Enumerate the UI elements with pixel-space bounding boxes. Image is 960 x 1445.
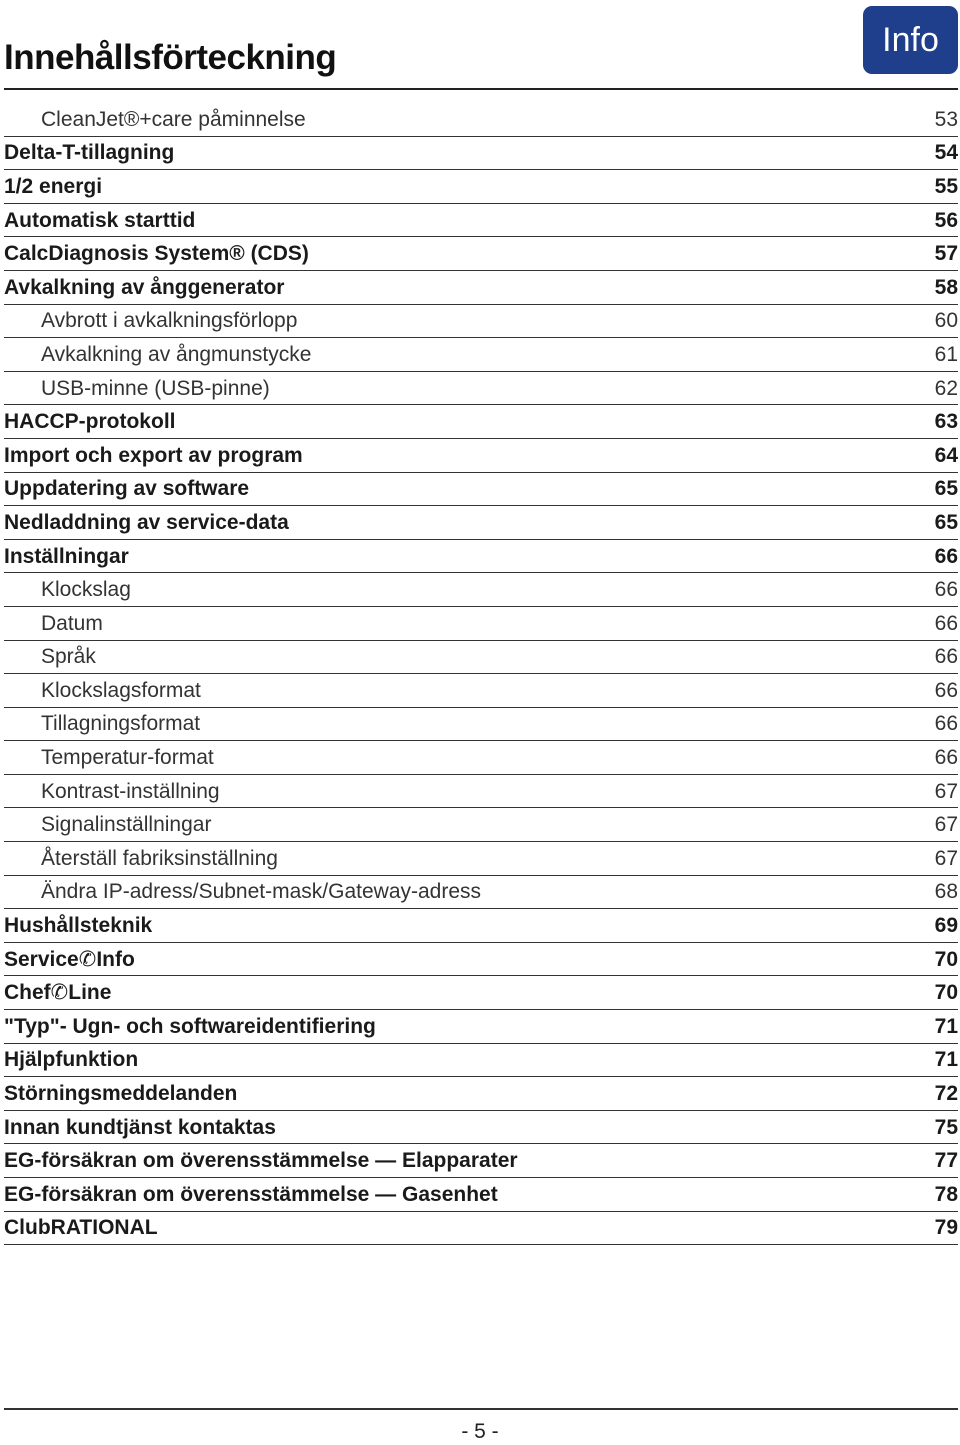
toc-entry-title: Delta-T-tillagning <box>4 141 175 165</box>
toc-entry-title: Chef✆Line <box>4 981 112 1005</box>
toc-entry[interactable] <box>4 573 958 607</box>
info-badge: Info <box>863 6 958 74</box>
toc-entry[interactable] <box>4 271 958 305</box>
toc-entry-page: 66 <box>934 611 958 635</box>
page-number: - 5 - <box>461 1420 499 1443</box>
toc-entry-page: 57 <box>934 242 958 266</box>
toc-entry-page: 67 <box>934 779 958 803</box>
toc-entry-title: Hjälpfunktion <box>4 1048 139 1072</box>
toc-entry-page: 67 <box>934 846 958 870</box>
toc-entry-page: 65 <box>934 510 958 534</box>
toc-entry-title: Inställningar <box>4 544 129 568</box>
toc-entry[interactable] <box>4 775 958 809</box>
toc-entry-page: 66 <box>934 678 958 702</box>
toc-entry-page: 66 <box>934 645 958 669</box>
toc-entry[interactable] <box>4 1111 958 1145</box>
toc-entry[interactable] <box>4 237 958 271</box>
toc-entry-title: EG-försäkran om överensstämmelse — Gasenhet <box>4 1182 498 1206</box>
toc-entry[interactable] <box>4 103 958 137</box>
toc-entry[interactable] <box>4 405 958 439</box>
toc-entry-title: Uppdatering av software <box>4 477 250 501</box>
toc-entry-title: Klockslag <box>41 578 131 602</box>
toc-entry-page: 56 <box>934 208 958 232</box>
toc-entry-title: CleanJet®+care påminnelse <box>41 107 306 131</box>
toc-entry[interactable] <box>4 1212 958 1246</box>
toc-entry-title: Signalinställningar <box>41 813 212 837</box>
toc-entry-title: Nedladdning av service-data <box>4 510 289 534</box>
toc-entry-page: 66 <box>934 746 958 770</box>
toc-entry-page: 54 <box>934 141 958 165</box>
toc-entry-title: Kontrast-inställning <box>41 779 220 803</box>
toc-entry-page: 66 <box>934 578 958 602</box>
toc-entry-page: 67 <box>934 813 958 837</box>
toc-entry-title: ClubRATIONAL <box>4 1216 158 1240</box>
toc-entry-title: Temperatur-format <box>41 746 214 770</box>
toc-entry[interactable] <box>4 1178 958 1212</box>
toc-entry[interactable] <box>4 741 958 775</box>
toc-entry[interactable] <box>4 1010 958 1044</box>
toc-entry[interactable] <box>4 137 958 171</box>
toc-entry-title: Tillagningsformat <box>41 712 201 736</box>
toc-entry-title: Ändra IP-adress/Subnet-mask/Gateway-adress <box>41 880 482 904</box>
toc-entry-title: EG-försäkran om överensstämmelse — Elapparater <box>4 1149 518 1173</box>
toc-entry-page: 77 <box>934 1149 958 1173</box>
toc-entry[interactable] <box>4 1077 958 1111</box>
toc-entry-title: Import och export av program <box>4 443 303 467</box>
table-of-contents <box>4 103 958 1245</box>
toc-entry-page: 58 <box>934 275 958 299</box>
toc-entry-page: 72 <box>934 1082 958 1106</box>
page-title: Innehållsförteckning <box>4 38 337 77</box>
toc-entry[interactable] <box>4 506 958 540</box>
toc-entry[interactable] <box>4 170 958 204</box>
toc-entry-page: 71 <box>934 1048 958 1072</box>
toc-entry-page: 62 <box>934 376 958 400</box>
toc-entry[interactable] <box>4 372 958 406</box>
toc-entry-page: 70 <box>934 947 958 971</box>
toc-entry-title: Service✆Info <box>4 947 135 971</box>
toc-entry-title: Störningsmeddelanden <box>4 1082 238 1106</box>
toc-entry-page: 69 <box>934 914 958 938</box>
toc-entry-title: Språk <box>41 645 96 669</box>
toc-entry-page: 55 <box>934 174 958 198</box>
toc-entry[interactable] <box>4 439 958 473</box>
toc-entry-page: 70 <box>934 981 958 1005</box>
toc-entry[interactable] <box>4 909 958 943</box>
toc-entry-title: Återställ fabriksinställning <box>41 846 278 870</box>
toc-entry[interactable] <box>4 305 958 339</box>
toc-entry-page: 61 <box>934 342 958 366</box>
toc-entry-page: 64 <box>934 443 958 467</box>
toc-entry-page: 53 <box>934 107 958 131</box>
toc-entry[interactable] <box>4 607 958 641</box>
toc-entry-title: HACCP-protokoll <box>4 410 176 434</box>
toc-entry-page: 65 <box>934 477 958 501</box>
toc-entry[interactable] <box>4 473 958 507</box>
toc-entry[interactable] <box>4 204 958 238</box>
toc-entry[interactable] <box>4 876 958 910</box>
toc-entry[interactable] <box>4 641 958 675</box>
toc-entry[interactable] <box>4 674 958 708</box>
toc-entry-title: Avbrott i avkalkningsförlopp <box>41 309 298 333</box>
toc-entry[interactable] <box>4 976 958 1010</box>
toc-entry[interactable] <box>4 842 958 876</box>
toc-entry-page: 68 <box>934 880 958 904</box>
toc-entry-page: 66 <box>934 712 958 736</box>
toc-entry-title: CalcDiagnosis System® (CDS) <box>4 242 309 266</box>
toc-entry-title: Datum <box>41 611 103 635</box>
toc-entry-page: 75 <box>934 1115 958 1139</box>
toc-entry-title: Klockslagsformat <box>41 678 201 702</box>
toc-entry[interactable] <box>4 808 958 842</box>
footer-divider <box>4 1408 958 1410</box>
toc-entry-title: Automatisk starttid <box>4 208 196 232</box>
toc-entry-title: Hushållsteknik <box>4 914 153 938</box>
toc-entry[interactable] <box>4 1044 958 1078</box>
toc-entry-page: 60 <box>934 309 958 333</box>
toc-entry-page: 71 <box>934 1014 958 1038</box>
toc-entry-page: 66 <box>934 544 958 568</box>
toc-entry-page: 78 <box>934 1182 958 1206</box>
toc-entry-page: 79 <box>934 1216 958 1240</box>
toc-entry-title: "Typ"- Ugn- och softwareidentifiering <box>4 1014 376 1038</box>
header-divider <box>4 88 958 90</box>
toc-entry-page: 63 <box>934 410 958 434</box>
toc-entry-title: Avkalkning av ångmunstycke <box>41 342 312 366</box>
toc-entry[interactable] <box>4 943 958 977</box>
toc-entry[interactable] <box>4 338 958 372</box>
toc-entry-title: Avkalkning av ånggenerator <box>4 275 285 299</box>
toc-entry[interactable] <box>4 708 958 742</box>
toc-entry[interactable] <box>4 540 958 574</box>
toc-entry-title: Innan kundtjänst kontaktas <box>4 1115 276 1139</box>
toc-entry-title: USB-minne (USB-pinne) <box>41 376 270 400</box>
toc-entry-title: 1/2 energi <box>4 174 103 198</box>
toc-entry[interactable] <box>4 1144 958 1178</box>
